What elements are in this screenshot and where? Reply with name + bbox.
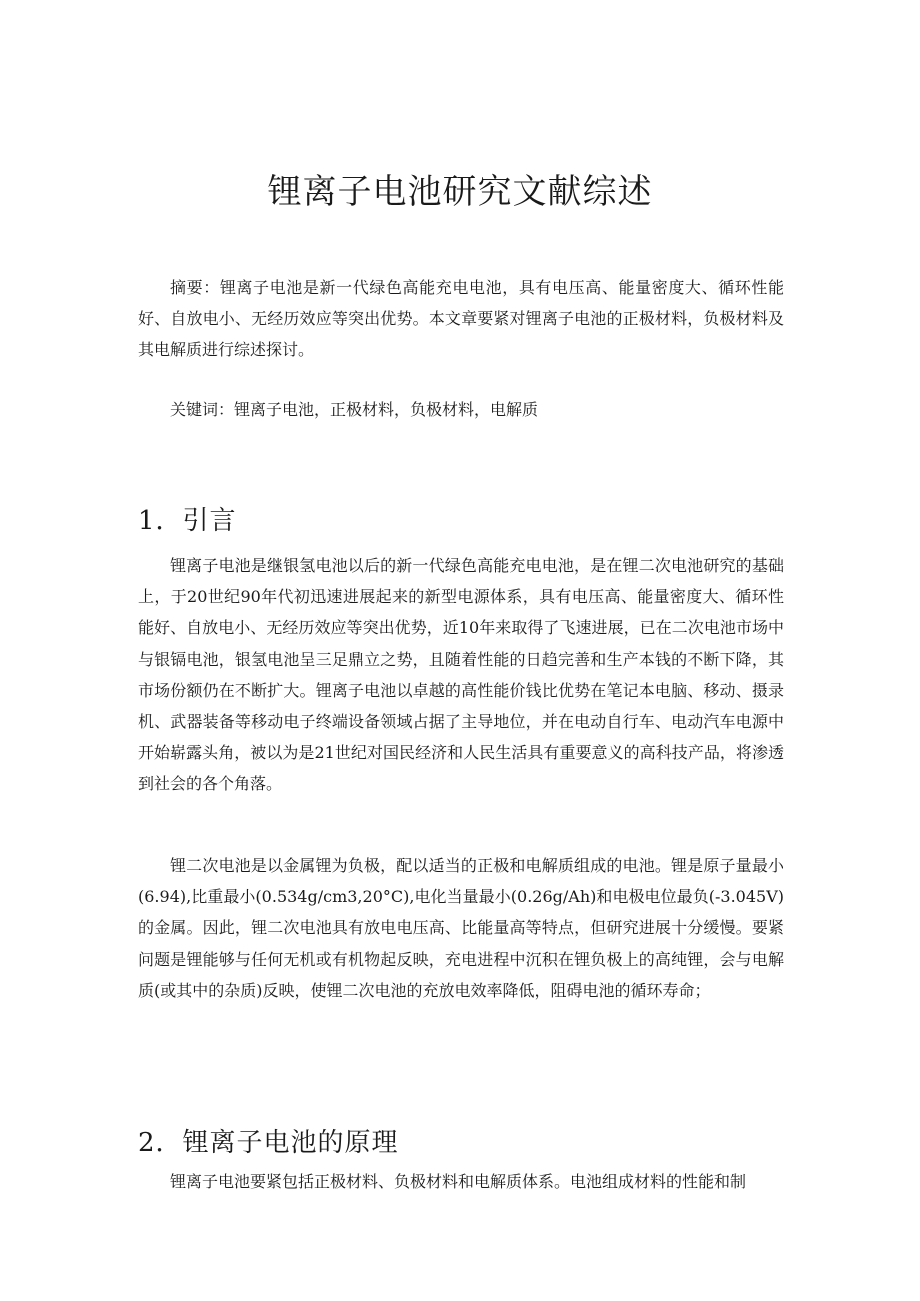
section-heading-introduction: 1．引言 bbox=[138, 506, 237, 536]
keywords: 关键词：锂离子电池，正极材料，负极材料，电解质 bbox=[170, 400, 539, 419]
document-title: 锂离子电池研究文献综述 bbox=[267, 172, 653, 212]
section-heading-principle: 2．锂离子电池的原理 bbox=[138, 1128, 399, 1158]
body-paragraph: 锂离子电池要紧包括正极材料、负极材料和电解质体系。电池组成材料的性能和制 bbox=[170, 1172, 747, 1191]
body-paragraph: 锂离子电池是继银氢电池以后的新一代绿色高能充电电池，是在锂二次电池研究的基础上，于20世纪90年代初迅速进展起来的新型电源体系，具有电压高、能量密度大、循环性能好、自放电小、无经历效应等突出优势，近10年来取得了飞速进展，已在二次电池市场中与银镉电池，银氢电池呈三足鼎立之势，且随着性能的日趋完善和生产本钱的不断下降，其市场份额仍在不断扩大。锂离子电池以卓越的高性能价钱比优势在笔记本电脑、移动、摄录机、武器装备等移动电子终端设备领域占据了主导地位，并在电动自行车、电动汽车电源中开始崭露头角，被以为是21世纪对国民经济和人民生活具有重要意义的高科技产品，将渗透到社会的各个角落。 bbox=[138, 556, 784, 794]
body-paragraph: 锂二次电池是以金属锂为负极，配以适当的正极和电解质组成的电池。锂是原子量最小(6.94),比重最小(0.534g/cm3,20°C),电化当量最小(0.26g/Ah)和电极电位最负(-3.045V)的金属。因此，锂二次电池具有放电电压高、比能量高等特点，但研究进展十分缓慢。要紧问题是锂能够与任何无机或有机物起反映，充电进程中沉积在锂负极上的高纯锂，会与电解质(或其中的杂质)反映，使锂二次电池的充放电效率降低，阻碍电池的循环寿命； bbox=[138, 856, 784, 1000]
abstract: 摘要：锂离子电池是新一代绿色高能充电电池，具有电压高、能量密度大、循环性能好、自放电小、无经历效应等突出优势。本文章要紧对锂离子电池的正极材料，负极材料及其电解质进行综述探讨。 bbox=[138, 278, 784, 359]
